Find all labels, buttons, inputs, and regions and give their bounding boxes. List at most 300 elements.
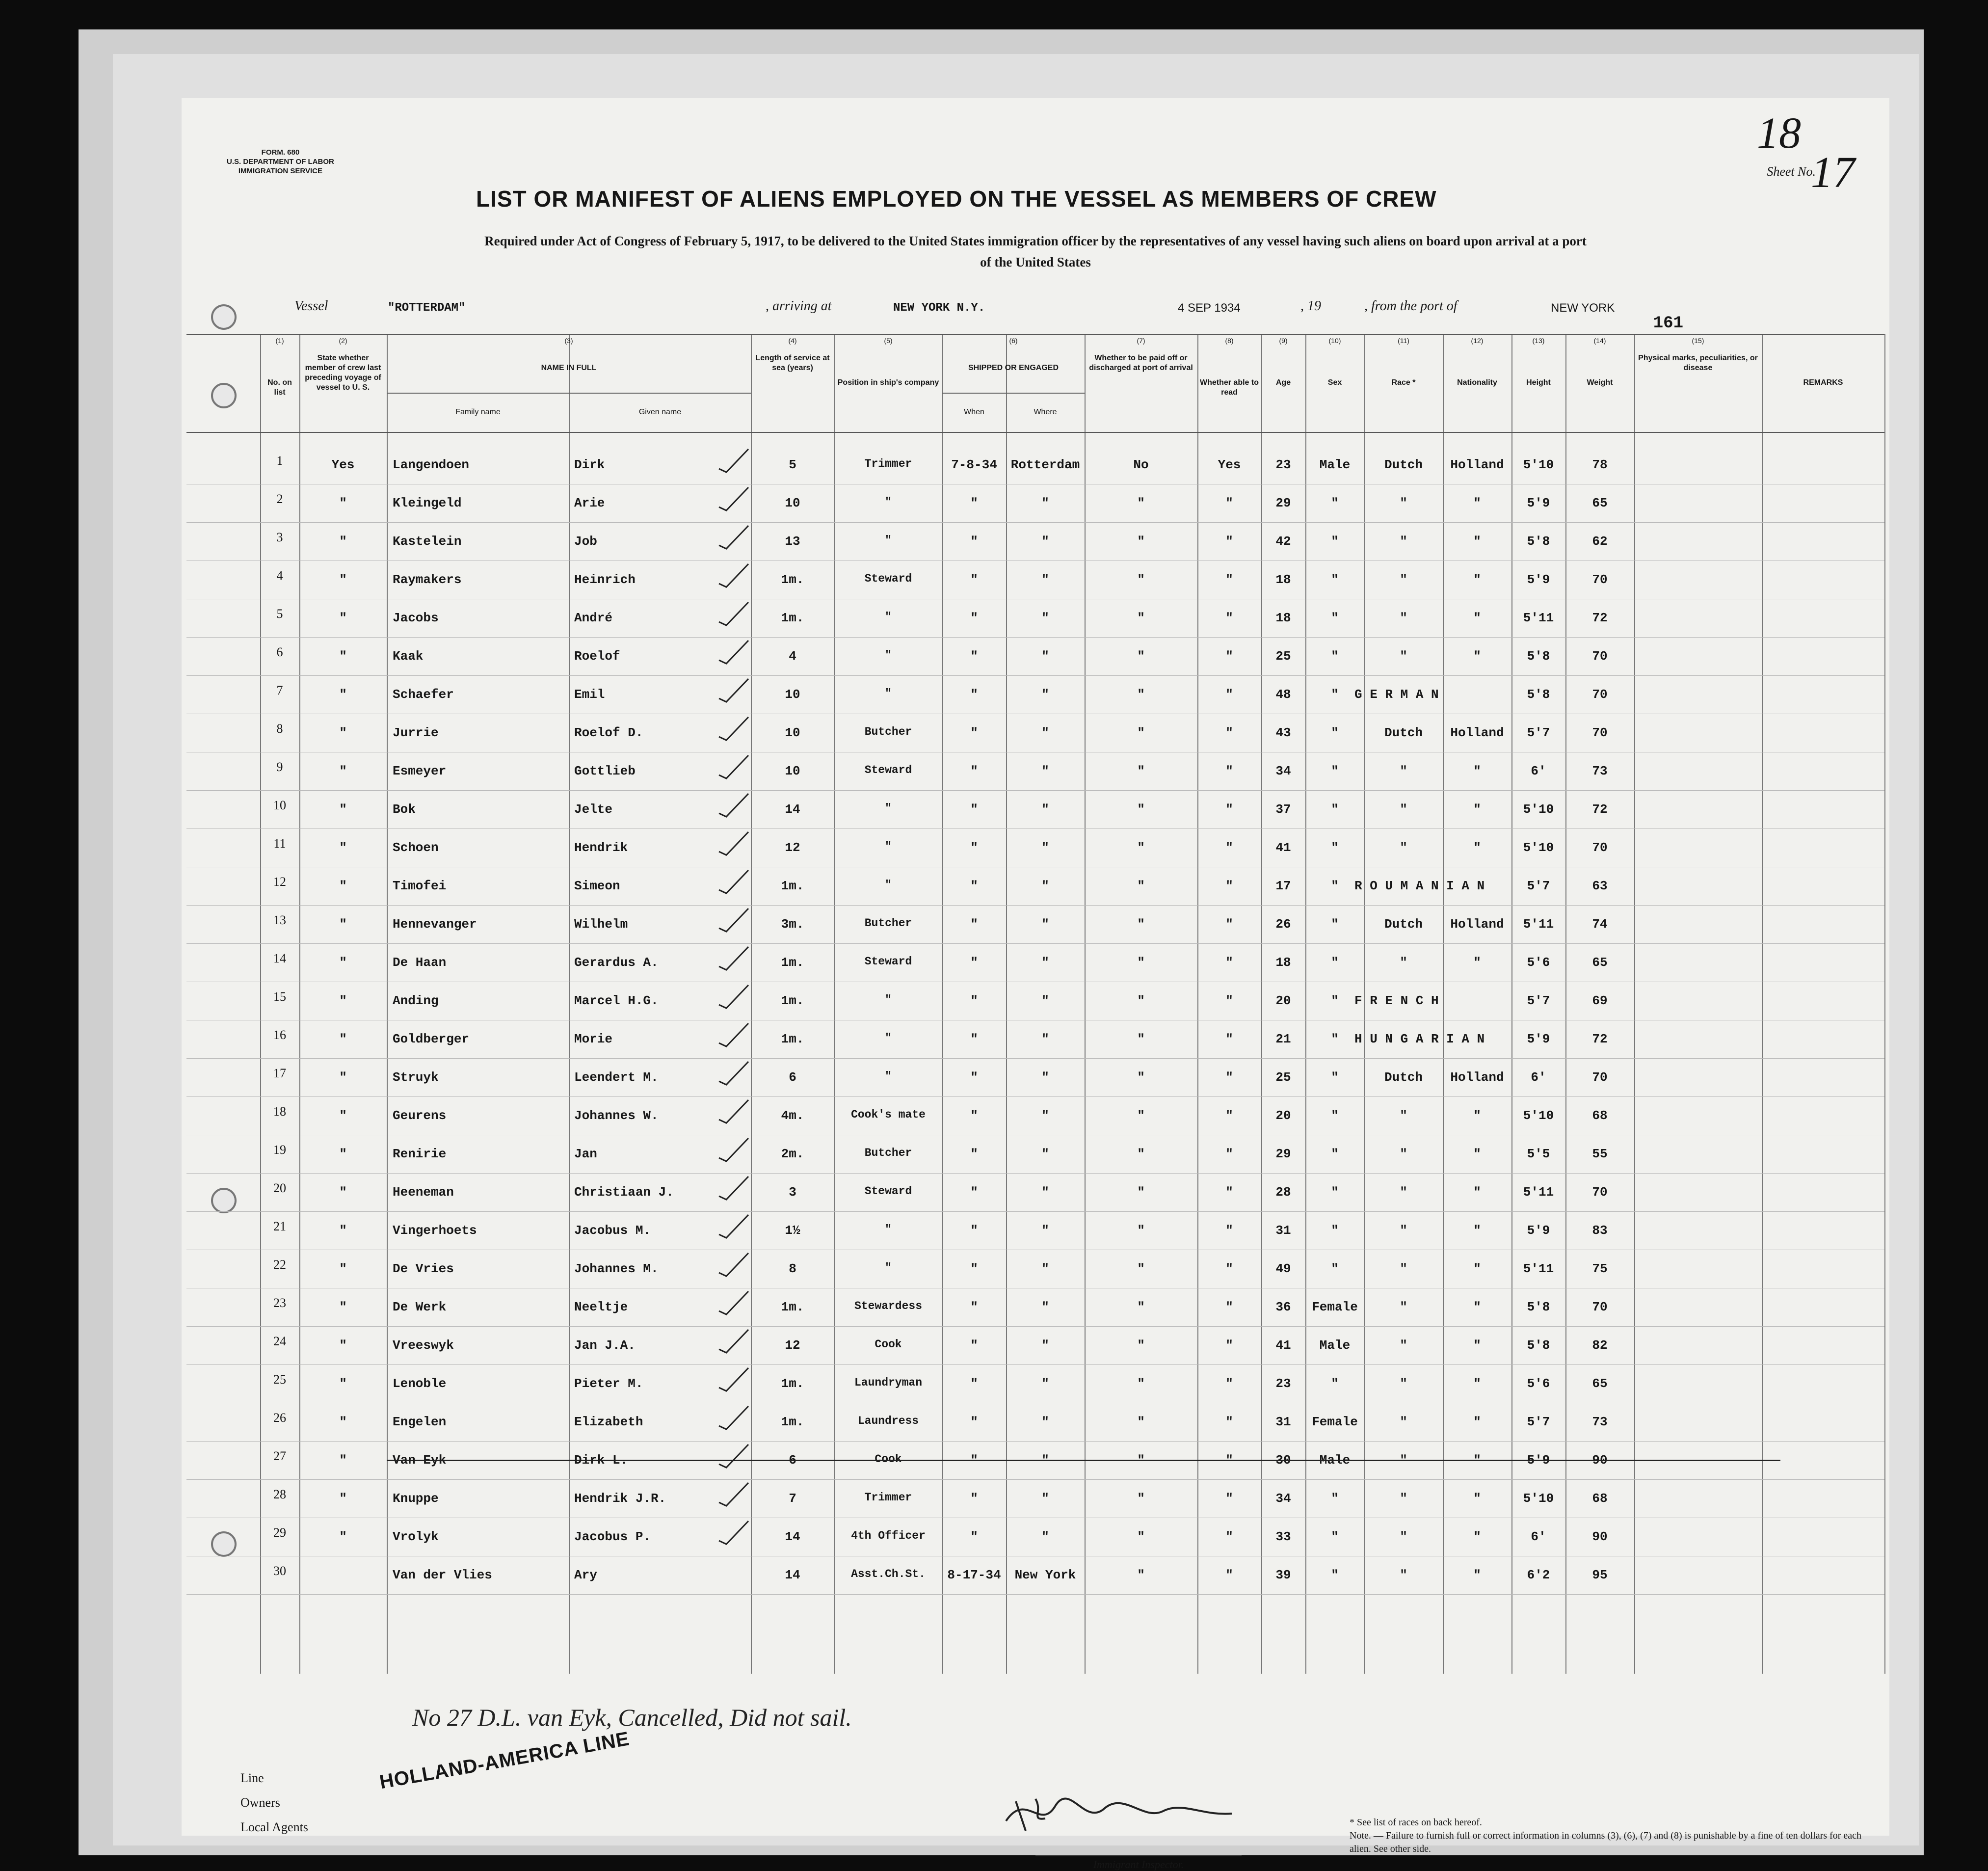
cell-weight: 82 [1592, 1338, 1608, 1353]
cell-race: " [1400, 802, 1407, 817]
cell-where: " [1041, 1185, 1049, 1200]
cell-read: " [1225, 1147, 1233, 1161]
cell-nationality: " [1473, 572, 1481, 587]
table-row [186, 1370, 1884, 1409]
cell-height: 5'8 [1527, 1338, 1550, 1353]
cell-member: " [339, 879, 347, 893]
cell-no: 15 [273, 989, 286, 1004]
cell-height: 5'9 [1527, 1453, 1550, 1468]
cell-nationality: Holland [1450, 917, 1504, 932]
cell-when: " [970, 534, 978, 549]
cell-nationality: " [1473, 955, 1481, 970]
cell-given: Hendrik J.R. [574, 1491, 666, 1506]
table-row [186, 720, 1884, 758]
cell-no: 29 [273, 1525, 286, 1540]
cell-paid: " [1137, 1453, 1145, 1468]
cell-weight: 70 [1592, 687, 1608, 702]
column-header: Weight [1587, 378, 1613, 387]
cell-height: 5'10 [1523, 802, 1554, 817]
cell-family: Bok [393, 802, 416, 817]
footnote [1350, 1816, 1865, 1856]
cell-no: 7 [276, 683, 283, 697]
check-mark-icon [716, 1480, 751, 1510]
cell-height: 5'9 [1527, 1032, 1550, 1046]
cell-where: " [1041, 496, 1049, 510]
cell-service: 1m. [781, 1376, 804, 1391]
cell-sex: " [1331, 917, 1339, 932]
cell-family: Kastelein [393, 534, 462, 549]
cell-given: Christiaan J. [574, 1185, 674, 1200]
cell-sex: " [1331, 955, 1339, 970]
cell-weight: 70 [1592, 840, 1608, 855]
cell-read: " [1225, 725, 1233, 740]
cell-member: " [339, 1491, 347, 1506]
cell-when: " [970, 1108, 978, 1123]
cell-weight: 70 [1592, 572, 1608, 587]
cell-read: " [1225, 611, 1233, 625]
cell-weight: 70 [1592, 725, 1608, 740]
cell-read: Yes [1218, 457, 1241, 472]
cell-no: 10 [273, 798, 286, 812]
cell-service: 8 [789, 1261, 796, 1276]
cell-read: " [1225, 802, 1233, 817]
cell-race: " [1400, 764, 1407, 778]
from-label: , from the port of [1364, 298, 1458, 314]
cell-position: " [885, 802, 892, 815]
owners-label: Owners [240, 1795, 280, 1810]
cell-position: Cook's mate [851, 1108, 926, 1121]
cell-no: 1 [276, 454, 283, 468]
cell-age: 48 [1275, 687, 1291, 702]
cell-family: Timofei [393, 879, 447, 893]
cell-paid: " [1137, 1147, 1145, 1161]
check-mark-icon [716, 1365, 751, 1395]
cell-race: Dutch [1384, 1070, 1423, 1085]
cell-age: 34 [1275, 1491, 1291, 1506]
cell-race: " [1400, 496, 1407, 510]
row-strikethrough [387, 1460, 1780, 1461]
table-row [186, 1064, 1884, 1102]
cell-race: " [1400, 1529, 1407, 1544]
cell-nationality: " [1473, 1453, 1481, 1468]
cell-family: Lenoble [393, 1376, 447, 1391]
cell-sex: Male [1319, 457, 1351, 472]
cell-position: " [885, 649, 892, 662]
table-row [186, 643, 1884, 681]
cell-sex: Male [1319, 1453, 1351, 1468]
cell-age: 23 [1275, 457, 1291, 472]
corner-number: 18 [1757, 109, 1801, 158]
cell-sex: Female [1312, 1415, 1358, 1429]
cell-weight: 90 [1592, 1529, 1608, 1544]
cell-read: " [1225, 1415, 1233, 1429]
cell-read: " [1225, 1568, 1233, 1582]
cell-weight: 65 [1592, 955, 1608, 970]
cell-family: Jacobs [393, 611, 439, 625]
cell-nationality: Holland [1450, 725, 1504, 740]
cell-where: " [1041, 840, 1049, 855]
cell-member: " [339, 1376, 347, 1391]
cell-paid: " [1137, 1300, 1145, 1314]
cell-no: 13 [273, 913, 286, 927]
cell-given: Emil [574, 687, 605, 702]
table-row [186, 1562, 1884, 1600]
cell-read: " [1225, 993, 1233, 1008]
cell-where: New York [1014, 1568, 1076, 1582]
cell-weight: 75 [1592, 1261, 1608, 1276]
cell-paid: " [1137, 1376, 1145, 1391]
cell-member: " [339, 725, 347, 740]
cell-nationality: " [1473, 1147, 1481, 1161]
cell-position: Cook [875, 1338, 902, 1351]
cell-paid: " [1137, 572, 1145, 587]
cell-sex: " [1331, 1491, 1339, 1506]
table-row [186, 681, 1884, 720]
cell-given: Heinrich [574, 572, 636, 587]
cell-member: " [339, 764, 347, 778]
cell-paid: " [1137, 1108, 1145, 1123]
cell-member: " [339, 917, 347, 932]
cell-when: " [970, 1070, 978, 1085]
service: IMMIGRATION SERVICE [238, 166, 322, 175]
cell-nationality: " [1473, 1261, 1481, 1276]
cell-paid: " [1137, 687, 1145, 702]
cell-when: " [970, 1338, 978, 1353]
cell-when: " [970, 993, 978, 1008]
column-header: NAME IN FULL [541, 364, 597, 372]
cell-sex: " [1331, 1376, 1339, 1391]
cell-service: 3 [789, 1185, 796, 1200]
cell-when: " [970, 764, 978, 778]
table-row [186, 528, 1884, 566]
cell-age: 21 [1275, 1032, 1291, 1046]
cell-race: " [1400, 1147, 1407, 1161]
cell-read: " [1225, 572, 1233, 587]
cell-weight: 83 [1592, 1223, 1608, 1238]
table-row [186, 1294, 1884, 1332]
cell-family: Hennevanger [393, 917, 477, 932]
cell-nationality: " [1473, 764, 1481, 778]
cell-position: Steward [864, 764, 912, 776]
cell-race: " [1400, 1491, 1407, 1506]
cell-sex: " [1331, 534, 1339, 549]
cell-given: Roelof [574, 649, 620, 664]
table-row [186, 1447, 1884, 1485]
cell-race: " [1400, 840, 1407, 855]
table-row [186, 1217, 1884, 1256]
cell-family: De Werk [393, 1300, 447, 1314]
cell-member: " [339, 1261, 347, 1276]
cell-weight: 72 [1592, 802, 1608, 817]
check-mark-icon [716, 1021, 751, 1050]
cell-no: 30 [273, 1564, 286, 1578]
check-mark-icon [716, 485, 751, 514]
cell-height: 6' [1531, 1070, 1546, 1085]
inspector-label: Immigrant Inspector. [1035, 1855, 1242, 1871]
cell-where: " [1041, 802, 1049, 817]
cell-height: 5'9 [1527, 572, 1550, 587]
cell-family: Langendoen [393, 457, 470, 472]
column-number: (15) [1692, 337, 1704, 345]
cell-no: 11 [273, 836, 286, 851]
cell-no: 6 [276, 645, 283, 659]
cell-race: " [1400, 611, 1407, 625]
form-number: FORM. 680 [261, 148, 300, 157]
cell-read: " [1225, 1529, 1233, 1544]
cell-sex: " [1331, 1529, 1339, 1544]
cell-when: " [970, 611, 978, 625]
cell-read: " [1225, 1070, 1233, 1085]
column-header: Whether able to read [1199, 378, 1259, 397]
vessel-name: "ROTTERDAM" [388, 301, 466, 315]
cell-height: 5'8 [1527, 649, 1550, 664]
cell-age: 26 [1275, 917, 1291, 932]
cell-height: 5'6 [1527, 1376, 1550, 1391]
check-mark-icon [716, 753, 751, 782]
table-row [186, 1141, 1884, 1179]
cell-family: Engelen [393, 1415, 447, 1429]
cell-read: " [1225, 534, 1233, 549]
cell-paid: " [1137, 1491, 1145, 1506]
cell-weight: 70 [1592, 1300, 1608, 1314]
cell-sex: Female [1312, 1300, 1358, 1314]
cell-position: Asst.Ch.St. [851, 1568, 926, 1580]
cell-position: 4th Officer [851, 1529, 926, 1542]
arriving-label: , arriving at [766, 298, 832, 314]
cell-family: Esmeyer [393, 764, 447, 778]
cell-paid: " [1137, 917, 1145, 932]
cell-weight: 73 [1592, 764, 1608, 778]
cell-member: " [339, 1338, 347, 1353]
cell-service: 4m. [781, 1108, 804, 1123]
cell-age: 28 [1275, 1185, 1291, 1200]
cell-where: " [1041, 1070, 1049, 1085]
header-rule [186, 334, 1884, 335]
cell-age: 25 [1275, 1070, 1291, 1085]
column-header: Physical marks, peculiarities, or disease [1638, 354, 1758, 372]
cell-no: 17 [273, 1066, 286, 1080]
cell-family: Heeneman [393, 1185, 454, 1200]
cell-when: " [970, 725, 978, 740]
cell-position: " [885, 534, 892, 547]
cell-where: " [1041, 917, 1049, 932]
cell-sex: " [1331, 496, 1339, 510]
cell-given: Neeltje [574, 1300, 628, 1314]
cell-nationality: " [1473, 840, 1481, 855]
cell-nationality: " [1473, 1529, 1481, 1544]
check-mark-icon [716, 1519, 751, 1548]
cell-service: 1m. [781, 572, 804, 587]
cell-family: Van der Vlies [393, 1568, 492, 1582]
check-mark-icon [716, 944, 751, 974]
cell-position: Trimmer [864, 1491, 912, 1504]
cell-member: " [339, 649, 347, 664]
cell-service: 2m. [781, 1147, 804, 1161]
cell-age: 20 [1275, 1108, 1291, 1123]
cell-nationality: " [1473, 496, 1481, 510]
column-header: Length of service at sea (years) [755, 354, 830, 372]
cell-sex: " [1331, 572, 1339, 587]
sheet-number: 17 [1811, 148, 1855, 197]
cell-position: " [885, 611, 892, 623]
cell-family: Raymakers [393, 572, 462, 587]
cell-position: Steward [864, 1185, 912, 1198]
cell-service: 1m. [781, 879, 804, 893]
subheader-rule [942, 393, 1085, 394]
cell-service: 1m. [781, 1032, 804, 1046]
cell-where: " [1041, 572, 1049, 587]
cell-sex: " [1331, 764, 1339, 778]
cell-weight: 62 [1592, 534, 1608, 549]
cell-position: Stewardess [854, 1300, 923, 1312]
cell-height: 5'10 [1523, 1108, 1554, 1123]
cell-read: " [1225, 1338, 1233, 1353]
table-row [186, 1179, 1884, 1217]
cell-position: Steward [864, 572, 912, 585]
cell-read: " [1225, 1453, 1233, 1468]
date-stamp: 4 SEP 1934 [1178, 301, 1241, 315]
cell-given: André [574, 611, 613, 625]
cell-position: " [885, 687, 892, 700]
cell-when: " [970, 572, 978, 587]
cell-when: " [970, 1491, 978, 1506]
cell-family: Knuppe [393, 1491, 439, 1506]
cell-given: Simeon [574, 879, 620, 893]
subtitle-line-1: Required under Act of Congress of February 5, 1917, to be delivered to the United States immigration officer by the representatives of any vessel having such aliens on board upon arrival at a port [484, 234, 1587, 248]
cell-sex: " [1331, 1568, 1339, 1582]
cell-weight: 90 [1592, 1453, 1608, 1468]
table-row [186, 758, 1884, 796]
cell-read: " [1225, 1300, 1233, 1314]
cell-height: 5'7 [1527, 1415, 1550, 1429]
cell-race: " [1400, 1453, 1407, 1468]
cell-weight: 69 [1592, 993, 1608, 1008]
column-number: (9) [1279, 337, 1288, 345]
cell-when: " [970, 1415, 978, 1429]
cell-given: Jacobus M. [574, 1223, 651, 1238]
cell-nationality: " [1473, 649, 1481, 664]
cell-when: " [970, 917, 978, 932]
cell-where: " [1041, 1453, 1049, 1468]
cell-race: " [1400, 1108, 1407, 1123]
subcolumn-header: When [964, 408, 984, 416]
cell-family: Vreeswyk [393, 1338, 454, 1353]
cell-sex: " [1331, 687, 1339, 702]
check-mark-icon [716, 561, 751, 591]
cell-nationality: " [1473, 1338, 1481, 1353]
cell-position: Laundryman [854, 1376, 923, 1389]
cell-family: De Haan [393, 955, 447, 970]
cell-service: 1m. [781, 611, 804, 625]
cell-position: " [885, 840, 892, 853]
agents-label: Local Agents [240, 1820, 308, 1834]
table-row [186, 1026, 1884, 1064]
cell-race: Dutch [1384, 917, 1423, 932]
cell-position: Laundress [857, 1415, 919, 1427]
cell-paid: No [1133, 457, 1149, 472]
subcolumn-header: Family name [455, 408, 501, 416]
cell-member: " [339, 1223, 347, 1238]
cell-read: " [1225, 917, 1233, 932]
cell-height: 5'11 [1523, 1261, 1554, 1276]
table-row [186, 452, 1884, 490]
cell-paid: " [1137, 879, 1145, 893]
cell-service: 10 [785, 687, 800, 702]
cell-age: 41 [1275, 1338, 1291, 1353]
department: U.S. DEPARTMENT OF LABOR [227, 157, 334, 166]
cell-where: " [1041, 1147, 1049, 1161]
cell-member: " [339, 534, 347, 549]
cell-when: " [970, 687, 978, 702]
cell-height: 5'6 [1527, 955, 1550, 970]
cell-nationality: " [1473, 611, 1481, 625]
cell-sex: " [1331, 840, 1339, 855]
cell-no: 19 [273, 1143, 286, 1157]
check-mark-icon [716, 1289, 751, 1318]
table-row [186, 911, 1884, 949]
check-mark-icon [716, 523, 751, 553]
cell-no: 21 [273, 1219, 286, 1233]
column-header: Position in ship's company [837, 378, 939, 387]
cell-member: " [339, 802, 347, 817]
cell-age: 34 [1275, 764, 1291, 778]
cell-member: " [339, 993, 347, 1008]
column-number: (7) [1137, 337, 1145, 345]
cell-sex: " [1331, 1070, 1339, 1085]
check-mark-icon [716, 791, 751, 821]
cell-service: 12 [785, 1338, 800, 1353]
column-header: Sex [1327, 378, 1342, 387]
cell-where: " [1041, 1223, 1049, 1238]
column-number: (13) [1532, 337, 1545, 345]
cell-where: " [1041, 955, 1049, 970]
cell-given: Job [574, 534, 597, 549]
cell-where: " [1041, 764, 1049, 778]
cell-height: 6' [1531, 764, 1546, 778]
cell-race: F R E N C H [1354, 993, 1439, 1008]
form-header [227, 148, 334, 176]
cell-race: G E R M A N [1354, 687, 1439, 702]
footnote-races: * See list of races on back hereof. [1350, 1817, 1482, 1828]
cell-paid: " [1137, 1261, 1145, 1276]
cell-family: Vingerhoets [393, 1223, 477, 1238]
table-row [186, 1524, 1884, 1562]
cell-service: 12 [785, 840, 800, 855]
cell-when: " [970, 1453, 978, 1468]
cell-paid: " [1137, 534, 1145, 549]
cell-read: " [1225, 649, 1233, 664]
cell-when: " [970, 1376, 978, 1391]
cell-nationality: " [1473, 534, 1481, 549]
cell-age: 18 [1275, 572, 1291, 587]
cell-read: " [1225, 1108, 1233, 1123]
cell-where: " [1041, 1261, 1049, 1276]
cell-member: " [339, 1147, 347, 1161]
cell-no: 26 [273, 1411, 286, 1425]
from-port: NEW YORK [1551, 301, 1615, 315]
cell-height: 5'10 [1523, 1491, 1554, 1506]
cell-weight: 68 [1592, 1108, 1608, 1123]
cell-where: " [1041, 611, 1049, 625]
cell-age: 29 [1275, 496, 1291, 510]
check-mark-icon [716, 1136, 751, 1165]
cell-member: " [339, 1415, 347, 1429]
cell-member: " [339, 1032, 347, 1046]
cell-service: 1½ [785, 1223, 800, 1238]
cell-nationality: " [1473, 1415, 1481, 1429]
cell-age: 39 [1275, 1568, 1291, 1582]
cell-no: 18 [273, 1104, 286, 1119]
